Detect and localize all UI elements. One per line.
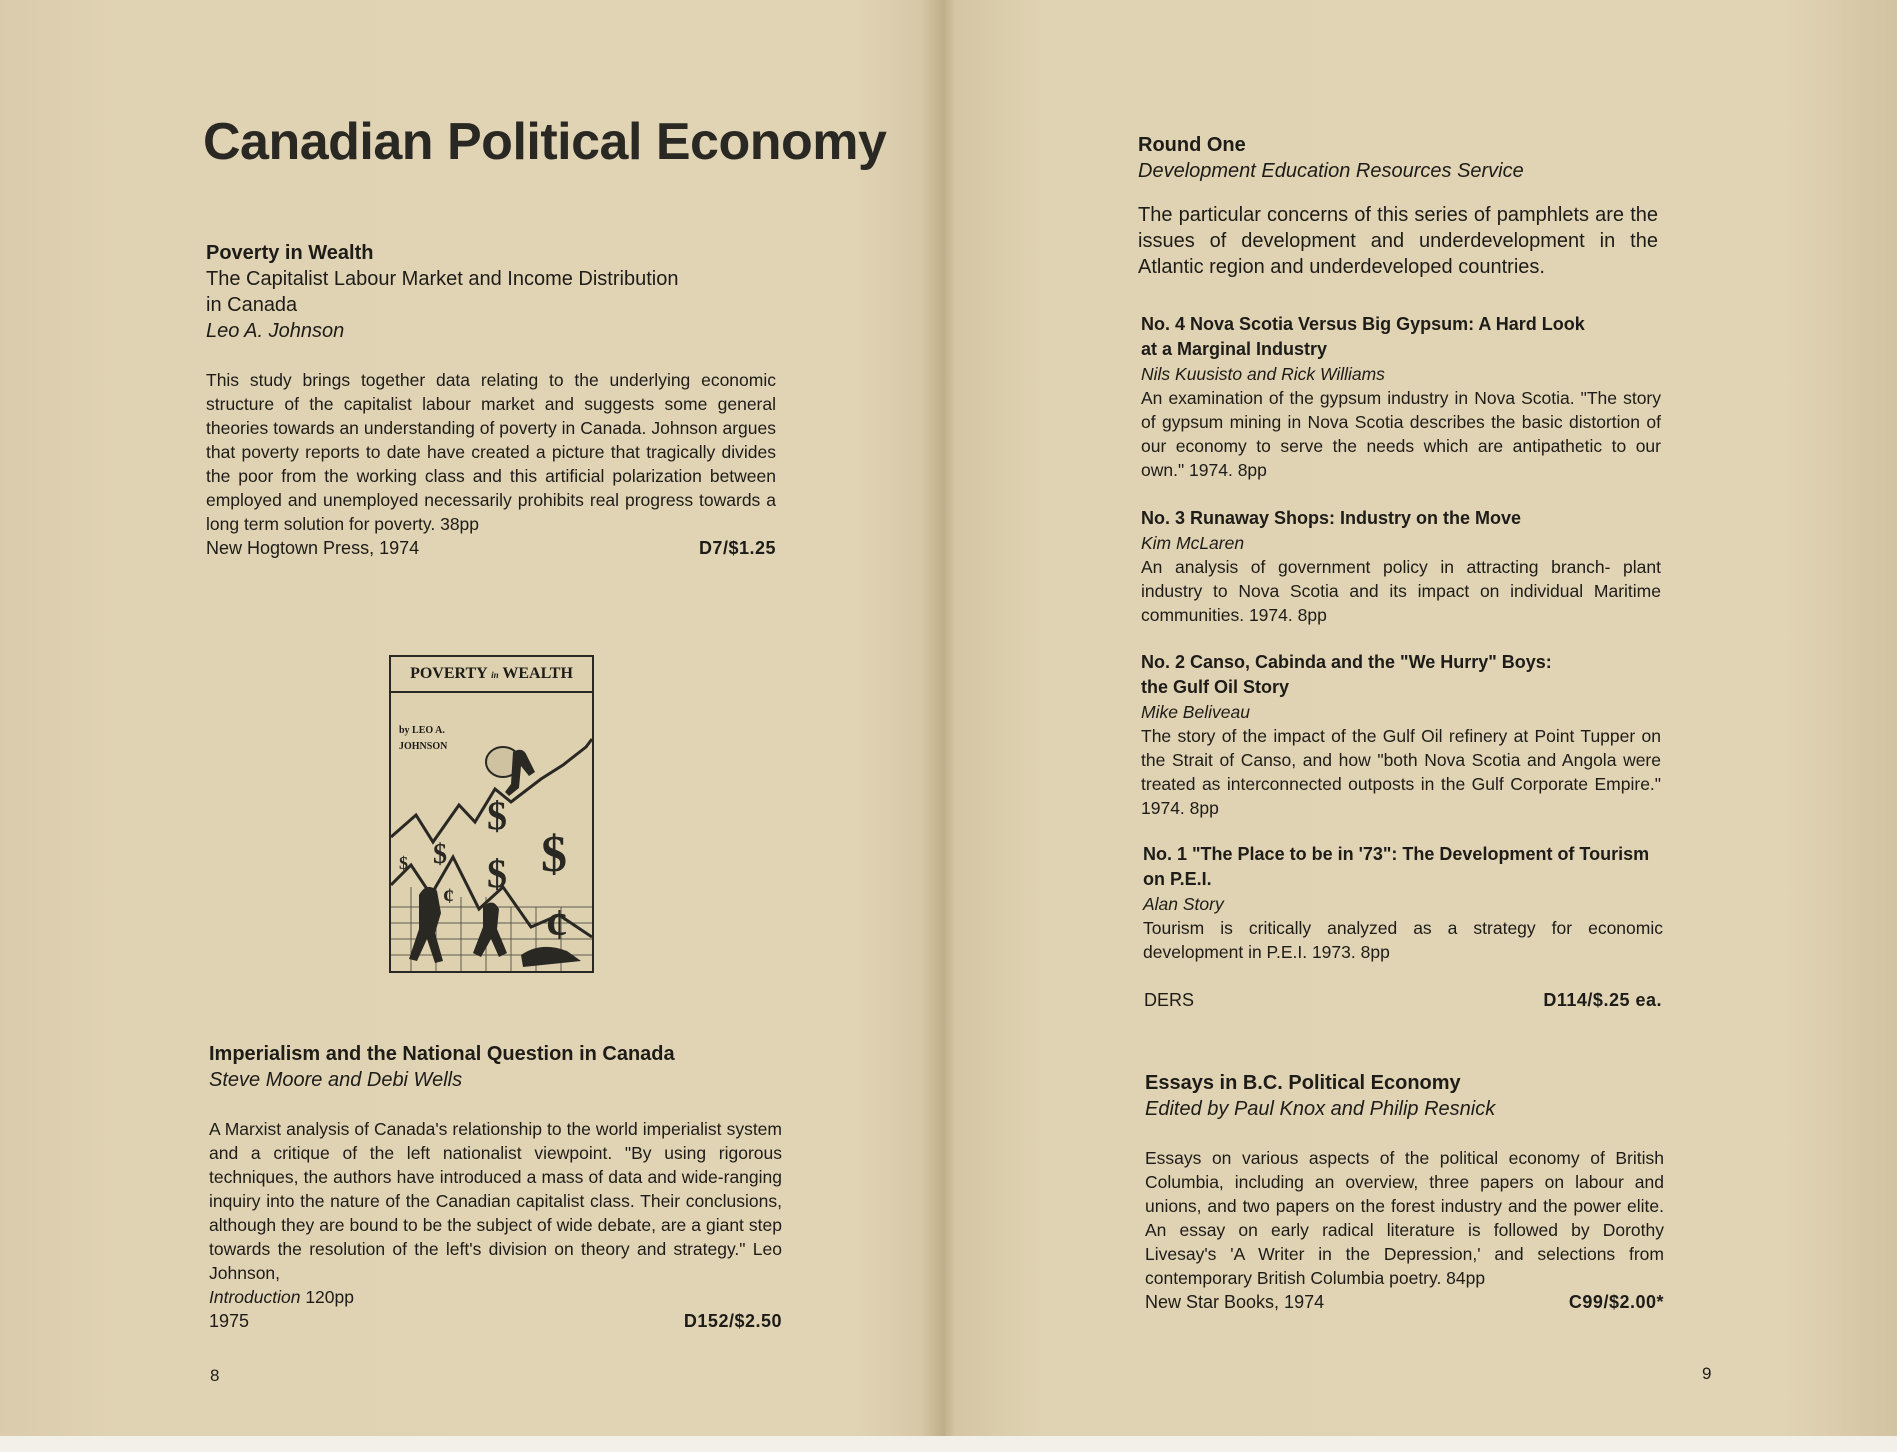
- pamphlet-title-line2: on P.E.I.: [1143, 869, 1212, 889]
- pamphlet-description: Tourism is critically analyzed as a strategy for economic development in P.E.I. 1973. 8pp: [1143, 918, 1663, 962]
- pamphlet-title-line1: No. 1 "The Place to be in '73": The Development of Tourism: [1143, 844, 1650, 864]
- pamphlet-description: An examination of the gypsum industry in Nova Scotia. "The story of gypsum mining in Nova Scotia describes the basic distortion of our economy to serve the needs which are antipathetic to our own." 1974. 8pp: [1141, 388, 1661, 480]
- book-year: 1975: [209, 1311, 250, 1331]
- cover-illustration: [391, 657, 592, 971]
- book-publisher-row: [206, 536, 776, 560]
- pamphlet-title-line1: No. 4 Nova Scotia Versus Big Gypsum: A Hard Look: [1141, 314, 1585, 334]
- cover-byline: by LEO A. JOHNSON: [399, 725, 448, 752]
- book-subtitle-line1: The Capitalist Labour Market and Income Distribution: [206, 268, 679, 290]
- book-title: Poverty in Wealth: [206, 242, 374, 264]
- book-authors: Steve Moore and Debi Wells: [209, 1069, 463, 1091]
- cover-cent-1: ¢: [546, 900, 568, 949]
- book-description: A Marxist analysis of Canada's relationship to the world imperialist system and a critique of the left nationalist viewpoint. "By using rigorous techniques, the authors have introduced a mass of data and wide-ranging inquiry into the nature of the Canadian capitalist class. Their conclusions, although they are bound to be the subject of wide debate, are a giant step towards the resolution of the left's division on theory and strategy." Leo Johnson,: [209, 1119, 782, 1283]
- pamphlet-title-line1: No. 3 Runaway Shops: Industry on the Move: [1141, 508, 1522, 528]
- book-title: Imperialism and the National Question in Canada: [209, 1043, 675, 1065]
- cover-title: POVERTY in WEALTH: [391, 657, 592, 693]
- cover-cent-2: ¢: [443, 883, 454, 908]
- series-title: Round One: [1138, 134, 1246, 156]
- book-description: Essays on various aspects of the political economy of British Columbia, including an overview, three papers on labour and unions, and two papers on the forest industry and the power elite. An essay on early radical literature is followed by Dorothy Livesay's 'A Writer in the Depression,' and selections from contemporary British Columbia poetry. 84pp: [1145, 1148, 1664, 1288]
- book-intro-line: [209, 1285, 782, 1309]
- cover-dollar-5: $: [399, 853, 408, 873]
- book-title: Essays in B.C. Political Economy: [1145, 1072, 1461, 1094]
- series-item-1: [1141, 312, 1661, 482]
- right-page: [945, 0, 1897, 1436]
- series-publisher: Development Education Resources Service: [1138, 160, 1524, 182]
- pamphlet-title-line2: the Gulf Oil Story: [1141, 677, 1290, 697]
- pamphlet-title-line2: at a Marginal Industry: [1141, 339, 1328, 359]
- series-publisher-row: [1144, 988, 1662, 1012]
- scan-bottom-edge: [0, 1436, 1897, 1452]
- book-publisher-row: [209, 1309, 782, 1333]
- cover-dollar-1: $: [487, 793, 507, 838]
- book-price: D7/$1.25: [698, 538, 776, 558]
- book-publisher: New Hogtown Press, 1974: [206, 538, 420, 558]
- cover-worker-figure-1: [409, 887, 443, 963]
- cover-worker-figure-2: [473, 902, 507, 957]
- page-number-left: 8: [210, 1366, 220, 1385]
- pamphlet-title-line1: No. 2 Canso, Cabinda and the "We Hurry" Boys:: [1141, 652, 1552, 672]
- book-price: D152/$2.50: [683, 1311, 782, 1331]
- cover-dollar-4: $: [433, 839, 447, 870]
- book-subtitle-line2: in Canada: [206, 294, 298, 316]
- page-heading: Canadian Political Economy: [203, 113, 887, 171]
- book-author: Leo A. Johnson: [206, 320, 345, 342]
- page-number-right: 9: [1702, 1364, 1712, 1383]
- left-page: [0, 0, 945, 1436]
- pamphlet-description: The story of the impact of the Gulf Oil refinery at Point Tupper on the Strait of Canso, and how "both Nova Scotia and Angola were treated as interconnected outposts in the Gulf Corporate Empire." 1974. 8pp: [1141, 726, 1661, 818]
- series-publisher-code: DERS: [1144, 990, 1195, 1010]
- book-entry-imperialism: [209, 1041, 782, 1333]
- pamphlet-authors: Kim McLaren: [1141, 533, 1245, 553]
- book-entry-bc-political-economy: [1145, 1070, 1664, 1314]
- book-publisher-row: [1145, 1290, 1664, 1314]
- book-entry-poverty-in-wealth: [206, 240, 776, 560]
- series-item-3: [1141, 650, 1661, 820]
- book-publisher: New Star Books, 1974: [1145, 1292, 1325, 1312]
- series-item-2: [1141, 506, 1661, 627]
- pamphlet-authors: Nils Kuusisto and Rick Williams: [1141, 364, 1385, 384]
- series-description: The particular concerns of this series of pamphlets are the issues of development and underdevelopment in the Atlantic region and underdeveloped countries.: [1138, 204, 1658, 278]
- book-intro-label: Introduction: [209, 1287, 301, 1307]
- book-description: This study brings together data relating to the underlying economic structure of the capitalist labour market and suggests some general theories towards an understanding of poverty in Canada. Johnson argues that poverty reports to date have created a picture that tragically divides the poor from the working class and this artificial polarization between employed and unemployed necessarily prohibits real progress towards a long term solution for poverty. 38pp: [206, 370, 776, 534]
- series-price: D114/$.25 ea.: [1543, 990, 1662, 1010]
- cover-reclining-figure: [521, 947, 581, 967]
- cover-dollar-3: $: [487, 851, 507, 896]
- pamphlet-authors: Alan Story: [1143, 894, 1224, 914]
- cover-dollar-2: $: [541, 826, 567, 883]
- pamphlet-description: An analysis of government policy in attracting branch- plant industry to Nova Scotia and its impact on individual Maritime communities. 1974. 8pp: [1141, 557, 1661, 625]
- series-item-4: [1143, 842, 1663, 964]
- book-cover-poverty-in-wealth: [389, 655, 594, 973]
- book-editors: Edited by Paul Knox and Philip Resnick: [1145, 1098, 1496, 1120]
- book-pages: 120pp: [305, 1287, 354, 1307]
- book-price: C99/$2.00*: [1568, 1292, 1664, 1312]
- pamphlet-authors: Mike Beliveau: [1141, 702, 1250, 722]
- series-round-one: [1138, 132, 1658, 280]
